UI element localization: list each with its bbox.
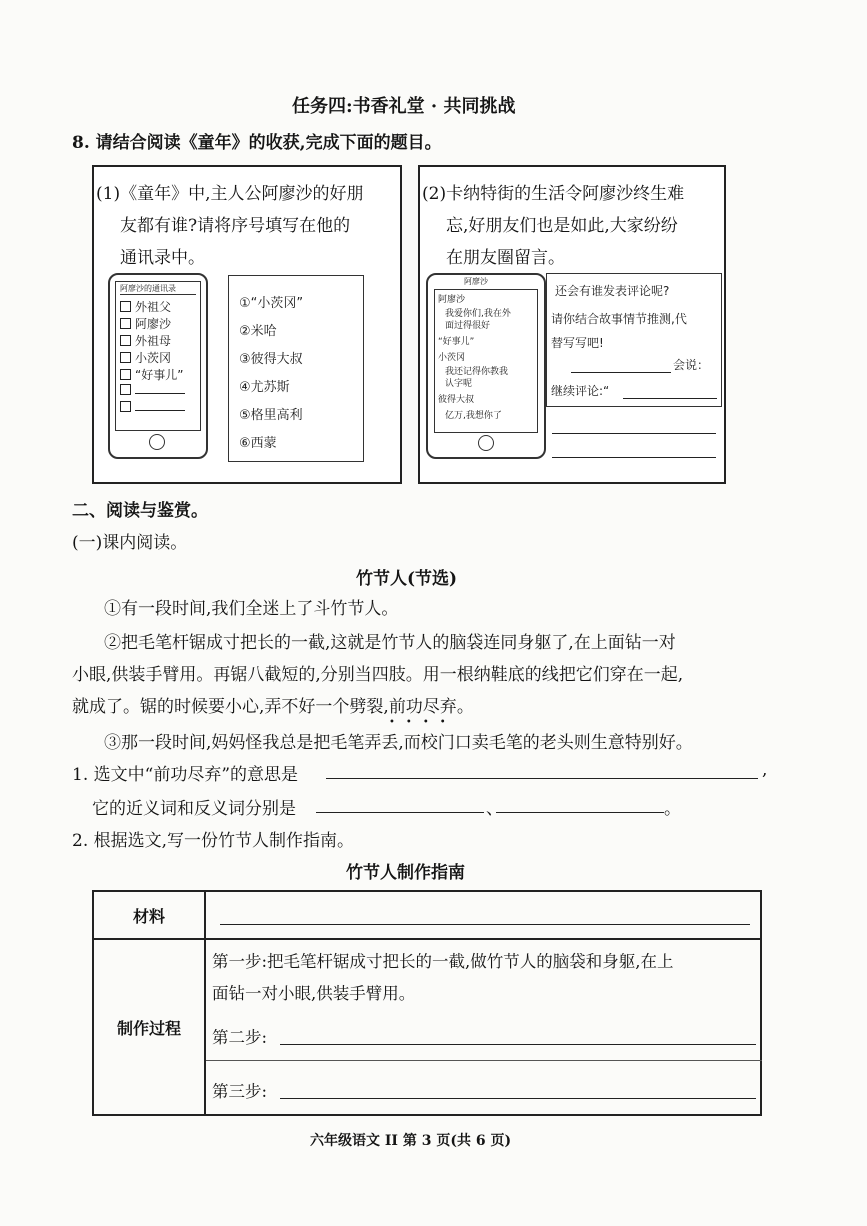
option-item: ④尤苏斯 bbox=[239, 380, 290, 395]
materials-blank[interactable] bbox=[220, 924, 750, 925]
paragraph-1: ①有一段时间,我们全迷上了斗竹节人。 bbox=[104, 599, 399, 619]
contact-item: 外祖父 bbox=[120, 298, 171, 315]
post-line: “好事儿” bbox=[438, 337, 475, 347]
task-heading: 任务四:书香礼堂 · 共同挑战 bbox=[292, 96, 516, 117]
synonym-blank[interactable] bbox=[316, 812, 484, 813]
step-2-label: 第二步: bbox=[212, 1028, 268, 1047]
contact-item: 阿廖沙 bbox=[120, 315, 171, 332]
comment-blank[interactable] bbox=[552, 457, 716, 458]
post-line: 小茨冈 bbox=[438, 353, 466, 363]
guide-title: 竹节人制作指南 bbox=[346, 863, 465, 883]
process-cell bbox=[205, 939, 761, 1115]
paragraph-2-line-2: 小眼,供装手臂用。再锯八截短的,分别当四肢。用一根纳鞋底的线把它们穿在一起, bbox=[72, 665, 684, 685]
step-1-line-2: 面钻一对小眼,供装手臂用。 bbox=[212, 984, 416, 1003]
moments-task-box bbox=[418, 165, 726, 484]
step-3-label: 第三步: bbox=[212, 1082, 268, 1101]
contact-item: 外祖母 bbox=[120, 332, 171, 349]
step-1-line-1: 第一步:把毛笔杆锯成寸把长的一截,做竹节人的脑袋和身躯,在上 bbox=[212, 952, 674, 971]
comment-blank[interactable] bbox=[552, 433, 716, 434]
box1-line1: (1)《童年》中,主人公阿廖沙的好朋 bbox=[96, 184, 364, 204]
moments-top-label: 阿廖沙 bbox=[464, 277, 488, 286]
section-heading: 二、阅读与鉴赏。 bbox=[72, 501, 208, 521]
materials-answer-cell[interactable] bbox=[205, 891, 761, 939]
option-item: ②米哈 bbox=[239, 324, 277, 339]
question-1a: 1. 选文中“前功尽弃”的意思是 bbox=[72, 765, 299, 785]
materials-label-cell bbox=[93, 891, 205, 939]
subsection-heading: (一)课内阅读。 bbox=[72, 533, 188, 553]
contacts-screen bbox=[115, 281, 201, 431]
page-footer: 六年级语文 II 第 3 页(共 6 页) bbox=[310, 1133, 512, 1149]
note-instruction: 替写写吧! bbox=[551, 336, 604, 350]
moments-phone bbox=[426, 273, 546, 459]
post-line: 面过得很好 bbox=[445, 321, 491, 331]
step-3-blank[interactable] bbox=[280, 1098, 756, 1099]
note-question: 还会有谁发表评论呢? bbox=[555, 284, 670, 298]
option-item: ①“小茨冈” bbox=[239, 296, 304, 311]
post-line: 阿廖沙 bbox=[438, 295, 466, 305]
antonym-blank[interactable] bbox=[496, 812, 664, 813]
option-item: ③彼得大叔 bbox=[239, 352, 303, 367]
post-line: 认字呢 bbox=[445, 379, 473, 389]
box1-line2: 友都有谁?请将序号填写在他的 bbox=[120, 216, 351, 236]
question-1b: 它的近义词和反义词分别是 bbox=[92, 799, 296, 819]
meaning-blank[interactable] bbox=[326, 778, 758, 779]
emphasized-idiom: 前功尽弃 •••• bbox=[388, 697, 457, 728]
note-instruction: 请你结合故事情节推测,代 bbox=[551, 312, 687, 326]
contacts-task-box bbox=[92, 165, 402, 484]
moments-screen bbox=[434, 289, 538, 433]
comment-note bbox=[546, 273, 722, 407]
post-line: 我还记得你教我 bbox=[445, 367, 509, 377]
contact-item: “好事儿” bbox=[120, 366, 183, 383]
process-label-cell bbox=[93, 939, 205, 1115]
materials-label: 材料 bbox=[132, 906, 165, 926]
making-guide-table bbox=[92, 890, 762, 1116]
post-line: 亿万,我想你了 bbox=[445, 411, 502, 421]
contacts-header: 阿廖沙的通讯录 bbox=[120, 283, 196, 295]
comment-blank[interactable] bbox=[623, 398, 717, 399]
paragraph-2-line-1: ②把毛笔杆锯成寸把长的一截,这就是竹节人的脑袋连同身躯了,在上面钻一对 bbox=[104, 633, 676, 653]
post-line: 彼得大叔 bbox=[438, 395, 475, 405]
note-will-say: 会说： bbox=[673, 358, 710, 372]
step-divider bbox=[206, 1060, 762, 1061]
options-card bbox=[228, 275, 364, 462]
box2-line1: (2)卡纳特街的生活令阿廖沙终生难 bbox=[422, 184, 685, 204]
post-line: 我爱你们,我在外 bbox=[445, 309, 511, 319]
home-button-icon bbox=[149, 434, 165, 450]
passage-title: 竹节人(节选) bbox=[356, 569, 458, 589]
commenter-blank[interactable] bbox=[571, 372, 671, 373]
contact-item: 小茨冈 bbox=[120, 349, 171, 366]
paragraph-2-line-3: 就成了。锯的时候要小心,弄不好一个劈裂,前功尽弃 •••• 。 bbox=[72, 697, 474, 728]
process-label: 制作过程 bbox=[116, 1018, 181, 1038]
contact-item-blank[interactable] bbox=[120, 383, 185, 397]
box2-line3: 在朋友圈留言。 bbox=[446, 248, 565, 268]
paragraph-3: ③那一段时间,妈妈怪我总是把毛笔弄丢,而校门口卖毛笔的老头则生意特别好。 bbox=[104, 733, 693, 753]
box2-line2: 忘,好朋友们也是如此,大家纷纷 bbox=[446, 216, 678, 236]
question-2: 2. 根据选文,写一份竹节人制作指南。 bbox=[72, 831, 355, 851]
box1-line3: 通讯录中。 bbox=[120, 248, 205, 268]
q1-separator: 、 bbox=[486, 799, 503, 819]
q1-comma: , bbox=[762, 760, 768, 780]
note-continue: 继续评论:“ bbox=[551, 384, 610, 398]
contacts-phone bbox=[108, 273, 208, 459]
q1-end: 。 bbox=[664, 799, 681, 819]
contact-item-blank[interactable] bbox=[120, 400, 185, 414]
home-button-icon bbox=[478, 435, 494, 451]
step-2-blank[interactable] bbox=[280, 1044, 756, 1045]
option-item: ⑥西蒙 bbox=[239, 436, 277, 451]
question-8: 8. 请结合阅读《童年》的收获,完成下面的题目。 bbox=[72, 133, 442, 153]
option-item: ⑤格里高利 bbox=[239, 408, 303, 423]
